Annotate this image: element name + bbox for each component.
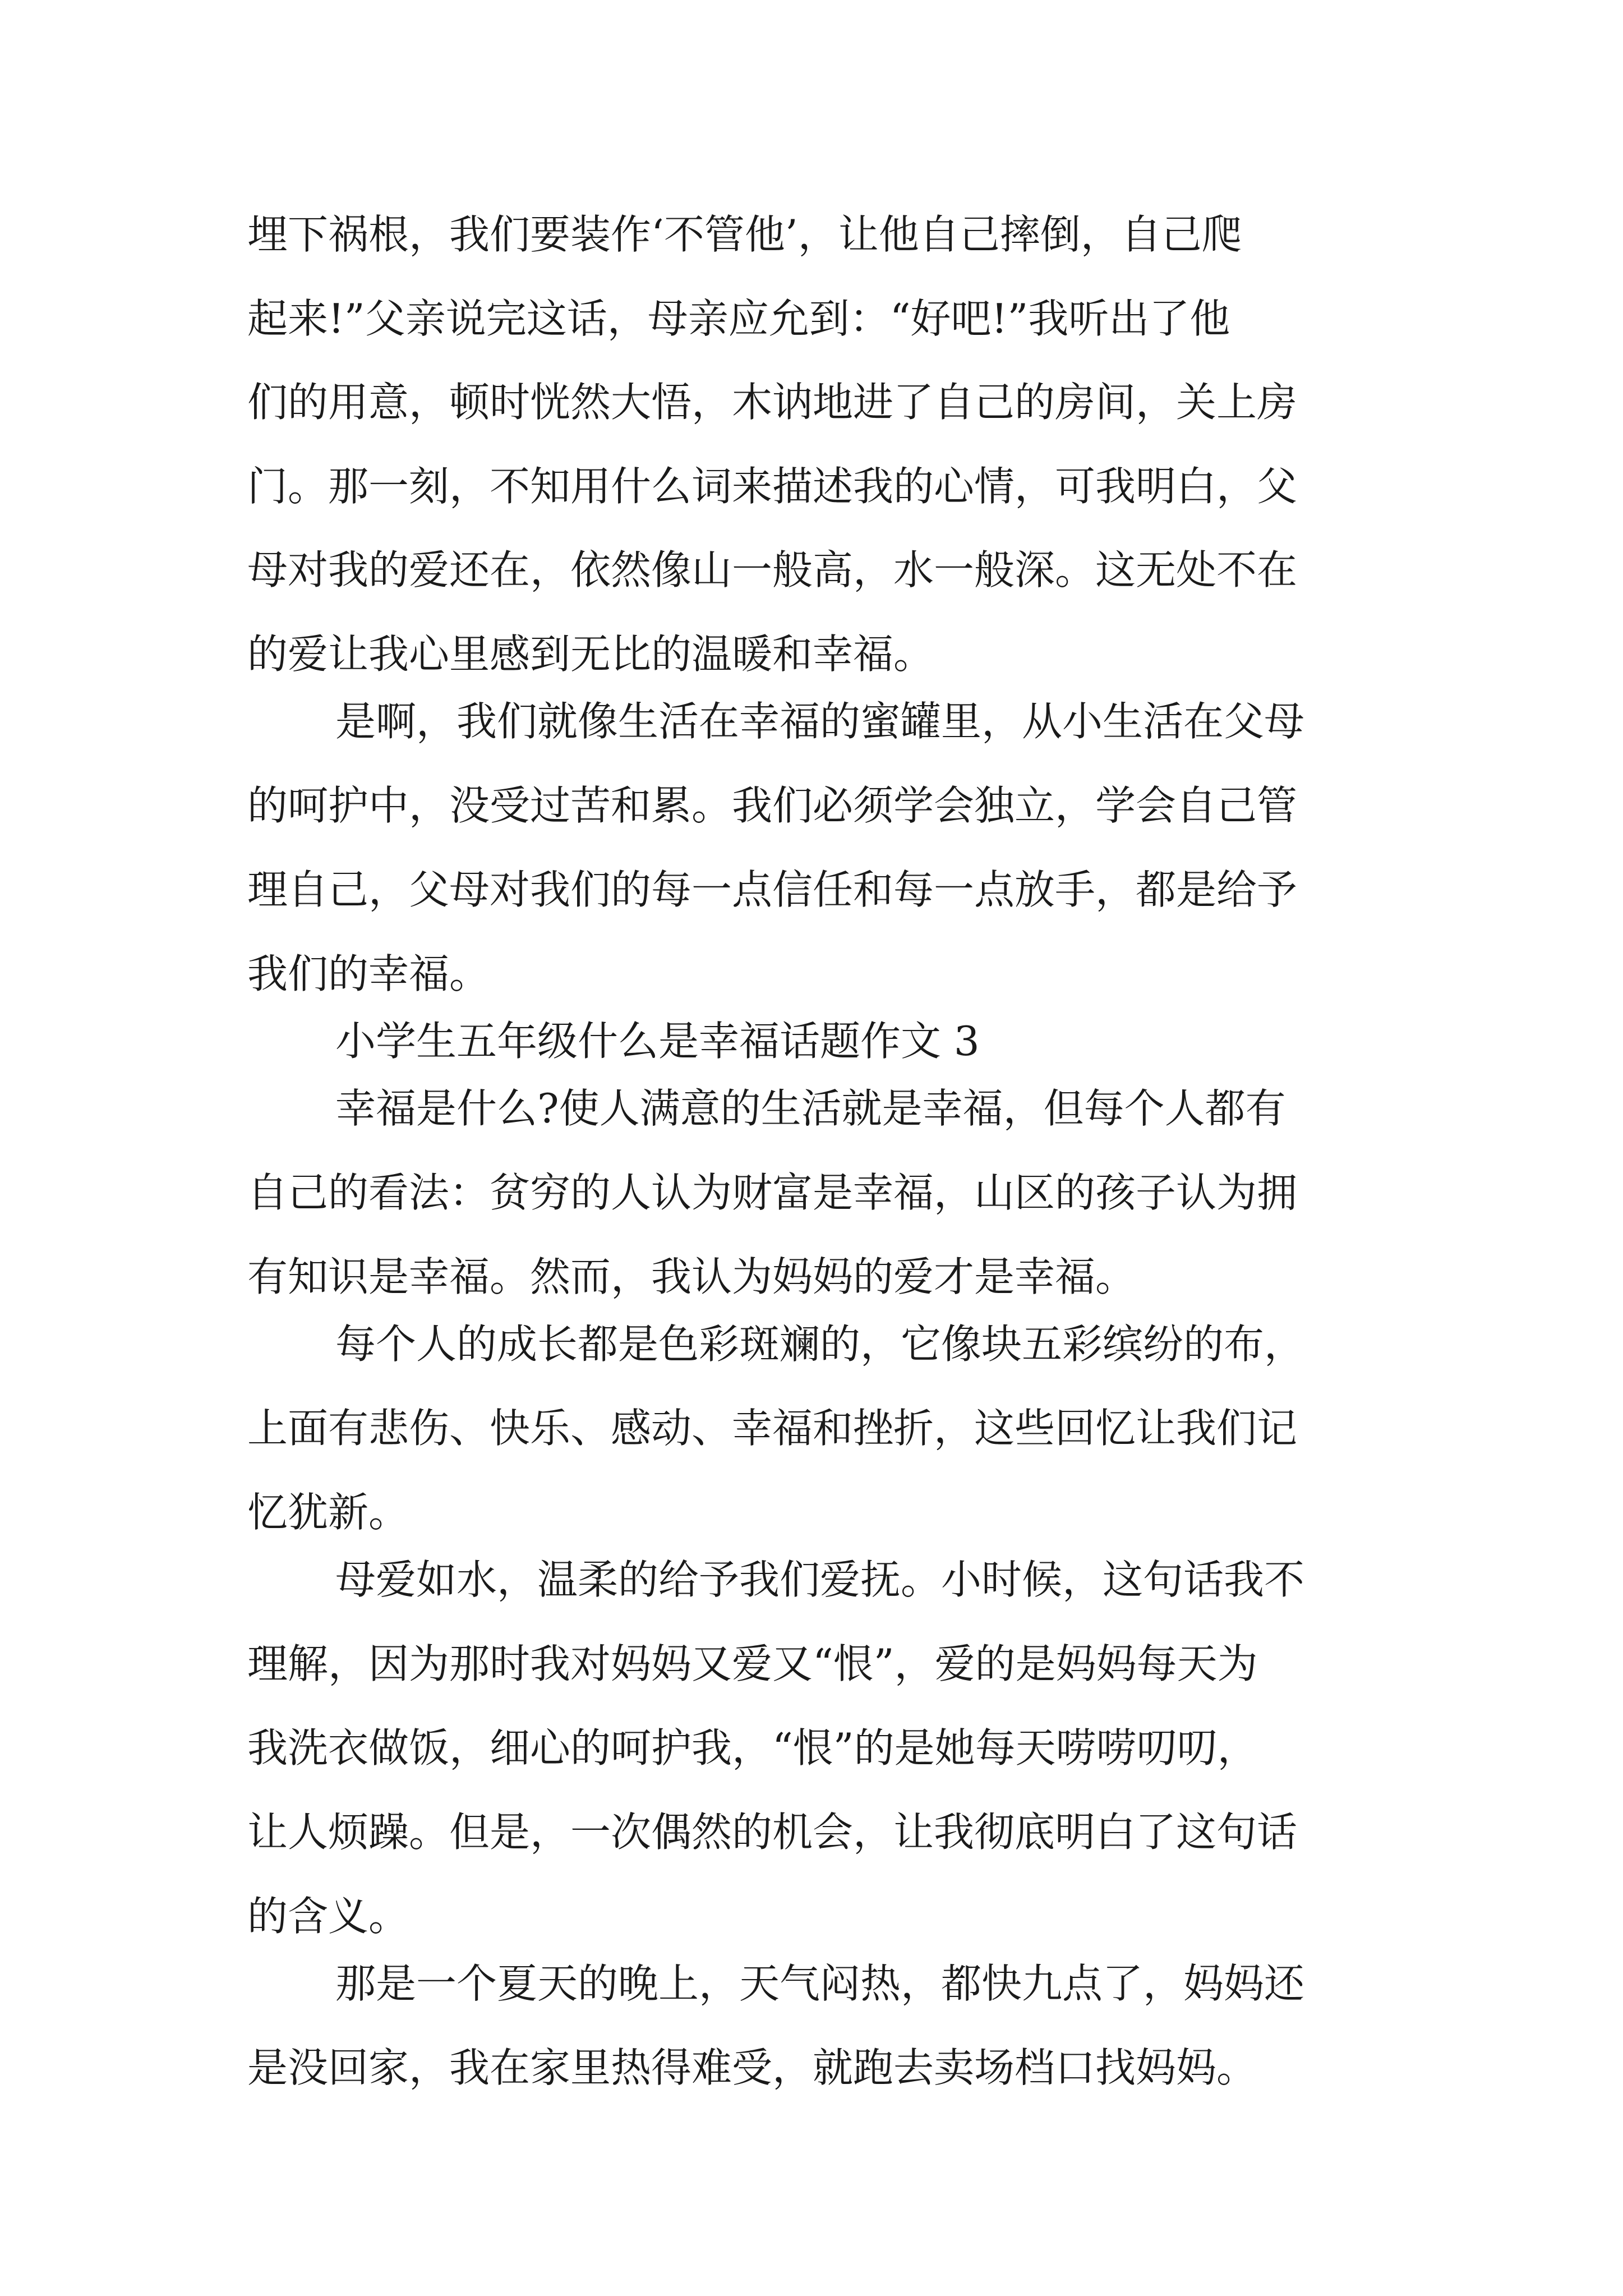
- paragraph-first-line: 每个人的成长都是色彩斑斓的，它像块五彩缤纷的布，: [335, 1320, 1305, 1368]
- paragraph-first-line: 幸福是什么?使人满意的生活就是幸福，但每个人都有: [335, 1085, 1286, 1132]
- text-line: 自己的看法：贫穷的人认为财富是幸福，山区的孩子认为拥: [247, 1169, 1298, 1216]
- text-line: 的爱让我心里感到无比的温暖和幸福。: [247, 631, 934, 678]
- text-line: 理解，因为那时我对妈妈又爱又“恨”，爱的是妈妈每天为: [247, 1640, 1258, 1687]
- paragraph-first-line: 那是一个夏天的晚上，天气闷热，都快九点了，妈妈还: [335, 1960, 1305, 2007]
- paragraph-first-line: 是啊，我们就像生活在幸福的蜜罐里，从小生活在父母: [335, 698, 1305, 745]
- text-line: 埋下祸根，我们要装作‘不管他’，让他自己摔倒，自己爬: [247, 211, 1242, 258]
- text-line: 上面有悲伤、快乐、感动、幸福和挫折，这些回忆让我们记: [247, 1405, 1298, 1452]
- text-line: 忆犹新。: [247, 1489, 409, 1536]
- text-line: 我洗衣做饭，细心的呵护我，“恨”的是她每天唠唠叨叨，: [247, 1724, 1258, 1772]
- text-line: 们的用意，顿时恍然大悟，木讷地进了自己的房间，关上房: [247, 379, 1298, 426]
- section-heading: 小学生五年级什么是幸福话题作文 3: [335, 1018, 980, 1065]
- text-line: 理自己，父母对我们的每一点信任和每一点放手，都是给予: [247, 866, 1298, 913]
- text-line: 让人烦躁。但是，一次偶然的机会，让我彻底明白了这句话: [247, 1809, 1298, 1856]
- text-line: 母对我的爱还在，依然像山一般高，水一般深。这无处不在: [247, 546, 1298, 593]
- text-line: 是没回家，我在家里热得难受，就跑去卖场档口找妈妈。: [247, 2044, 1257, 2091]
- text-line: 我们的幸福。: [247, 950, 490, 997]
- text-line: 门。那一刻，不知用什么词来描述我的心情，可我明白，父: [247, 463, 1298, 510]
- text-line: 有知识是幸福。然而，我认为妈妈的爱才是幸福。: [247, 1253, 1136, 1300]
- text-line: 起来!”父亲说完这话，母亲应允到：“好吧!”我听出了他: [247, 295, 1230, 342]
- text-line: 的呵护中，没受过苦和累。我们必须学会独立，学会自己管: [247, 782, 1298, 829]
- text-line: 的含义。: [247, 1893, 409, 1940]
- paragraph-first-line: 母爱如水，温柔的给予我们爱抚。小时候，这句话我不: [335, 1556, 1305, 1603]
